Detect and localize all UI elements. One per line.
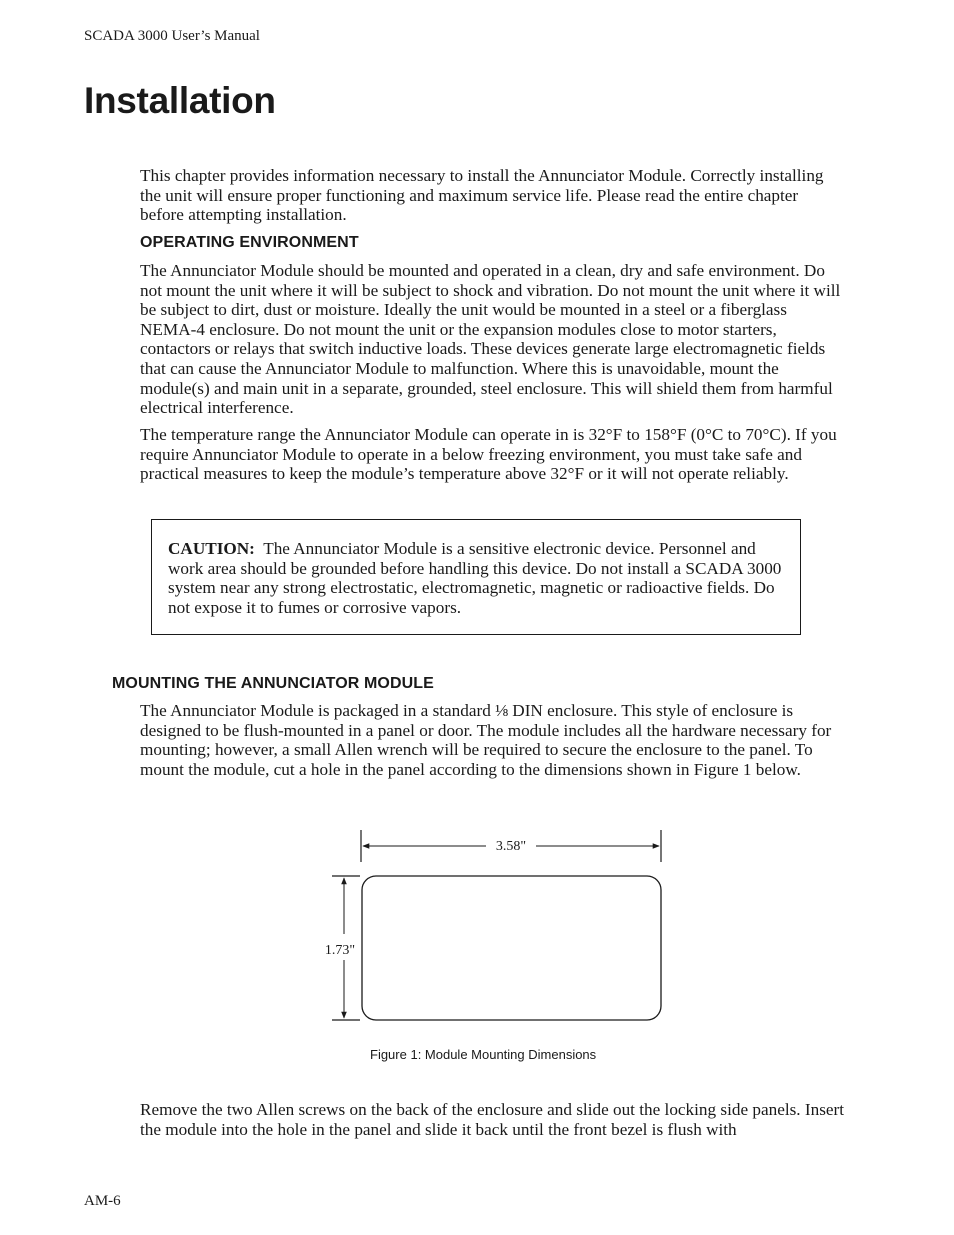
caution-box — [151, 519, 801, 635]
caution-text — [168, 539, 788, 617]
operating-environment-paragraph-1: The Annunciator Module should be mounted and operated in a clean, dry and safe environment. Do not mount the unit where it will be subject to shock and vibration. Do not mount the unit where it will be subject to dirt, dust or moisture. Ideally the unit would be mounted in a steel or a fiberglass NEMA-4 enclosure. Do not mount the unit or the expansion modules close to motor starters, contactors or relays that switch inductive loads. These devices generate large electromagnetic fields that can cause the Annunciator Module to malfunction. Where this is unavoidable, mount the module(s) and main unit in a separate, grounded, steel enclosure. This will shield them from harmful electrical interference. — [140, 261, 841, 418]
mounting-dimensions-figure — [300, 820, 700, 1040]
mounting-dimensions-diagram — [300, 820, 700, 1040]
operating-environment-paragraph-2: The temperature range the Annunciator Module can operate in is 32°F to 158°F (0°C to 70°C). If you require Annunciator Module to operate in a below freezing environment, you must take safe and practical measures to keep the module’s temperature above 32°F or it will not operate reliably. — [140, 425, 837, 484]
panel-cutout-outline — [362, 876, 661, 1020]
figure-caption: Figure 1: Module Mounting Dimensions — [370, 1047, 597, 1062]
operating-environment-heading: OPERATING ENVIRONMENT — [140, 234, 359, 251]
width-label: 3.58" — [495, 839, 527, 854]
height-label: 1.73" — [324, 943, 356, 958]
intro-paragraph: This chapter provides information necessary to install the Annunciator Module. Correctly installing the unit will ensure proper functioning and maximum service life. Please read the entire chapter before attempting installation. — [140, 166, 824, 225]
mounting-paragraph-1: The Annunciator Module is packaged in a standard ⅛ DIN enclosure. This style of enclosure is designed to be flush-mounted in a panel or door. The module includes all the hardware necessary for mounting; however, a small Allen wrench will be required to secure the enclosure to the panel. To mount the module, cut a hole in the panel according to the dimensions shown in Figure 1 below. — [140, 701, 832, 779]
page-number: AM-6 — [84, 1193, 121, 1209]
page-title: Installation — [84, 80, 276, 121]
mounting-paragraph-2: Remove the two Allen screws on the back of the enclosure and slide out the locking side panels. Insert the module into the hole in the panel and slide it back until the front bezel is flush with — [140, 1100, 845, 1139]
caution-body: The Annunciator Module is a sensitive electronic device. Personnel and work area should be grounded before handling this device. Do not install a SCADA 3000 system near any strong electrostatic, electromagnetic, magnetic or radioactive fields. Do not expose it to fumes or corrosive vapors. — [168, 539, 782, 617]
mounting-heading: MOUNTING THE ANNUNCIATOR MODULE — [112, 675, 434, 692]
running-header: SCADA 3000 User’s Manual — [84, 28, 260, 44]
caution-label: CAUTION: — [168, 539, 255, 558]
